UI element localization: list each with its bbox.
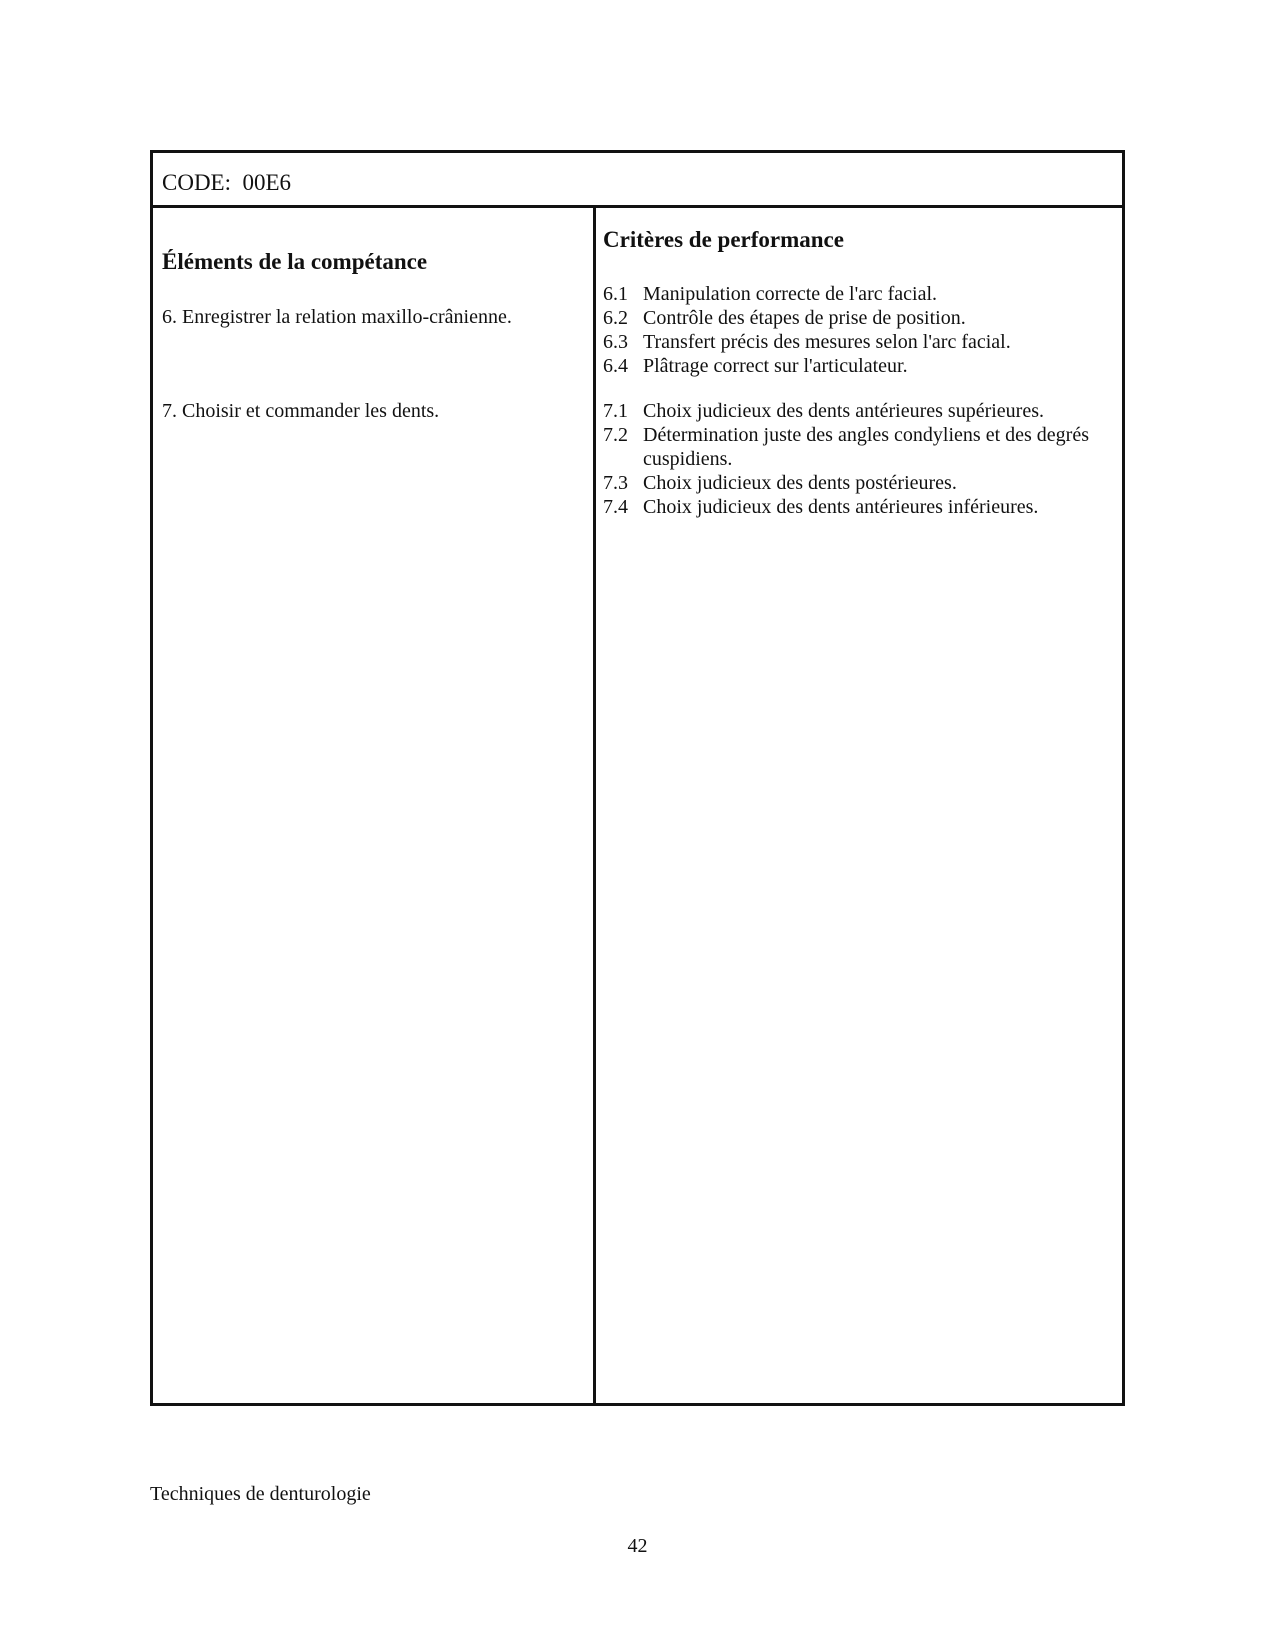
column-divider: [593, 208, 596, 1403]
criterion-number: 6.1: [603, 283, 628, 305]
criterion-text: Transfert précis des mesures selon l'arc facial.: [643, 331, 1011, 353]
criteria-group-6: [603, 282, 1118, 378]
criterion-7-2: [603, 423, 1118, 471]
criterion-text: Contrôle des étapes de prise de position.: [643, 307, 966, 329]
element-item-7: 7. Choisir et commander les dents.: [162, 400, 440, 422]
footer-title: Techniques de denturologie: [150, 1483, 371, 1505]
criteria-group-7: [603, 399, 1118, 519]
criterion-text: Choix judicieux des dents postérieures.: [643, 472, 957, 494]
criterion-text: Manipulation correcte de l'arc facial.: [643, 283, 938, 305]
criterion-6-1: [603, 282, 1118, 306]
criterion-text: Détermination juste des angles condyliens et des degrés cuspidiens.: [643, 424, 1089, 470]
code-row: [153, 153, 1122, 208]
elements-heading: Éléments de la compétance: [162, 249, 428, 274]
criteria-heading: Critères de performance: [603, 227, 844, 252]
page-number: 42: [627, 1535, 648, 1557]
criterion-number: 7.2: [603, 424, 628, 446]
criterion-6-4: [603, 354, 1118, 378]
criterion-6-3: [603, 330, 1118, 354]
code-label: CODE: 00E6: [162, 170, 292, 195]
criterion-number: 7.3: [603, 472, 628, 494]
criterion-7-1: [603, 399, 1118, 423]
criterion-7-3: [603, 471, 1118, 495]
criterion-7-4: [603, 495, 1118, 519]
criterion-number: 6.3: [603, 331, 628, 353]
criterion-text: Choix judicieux des dents antérieures inférieures.: [643, 496, 1039, 518]
element-item-6: 6. Enregistrer la relation maxillo-crânienne.: [162, 306, 512, 328]
criterion-number: 6.2: [603, 307, 628, 329]
criterion-6-2: [603, 306, 1118, 330]
criterion-text: Plâtrage correct sur l'articulateur.: [643, 355, 908, 377]
criterion-number: 7.1: [603, 400, 628, 422]
criterion-text: Choix judicieux des dents antérieures supérieures.: [643, 400, 1044, 422]
competency-table: [150, 150, 1125, 1406]
criterion-number: 7.4: [603, 496, 628, 518]
criterion-number: 6.4: [603, 355, 628, 377]
